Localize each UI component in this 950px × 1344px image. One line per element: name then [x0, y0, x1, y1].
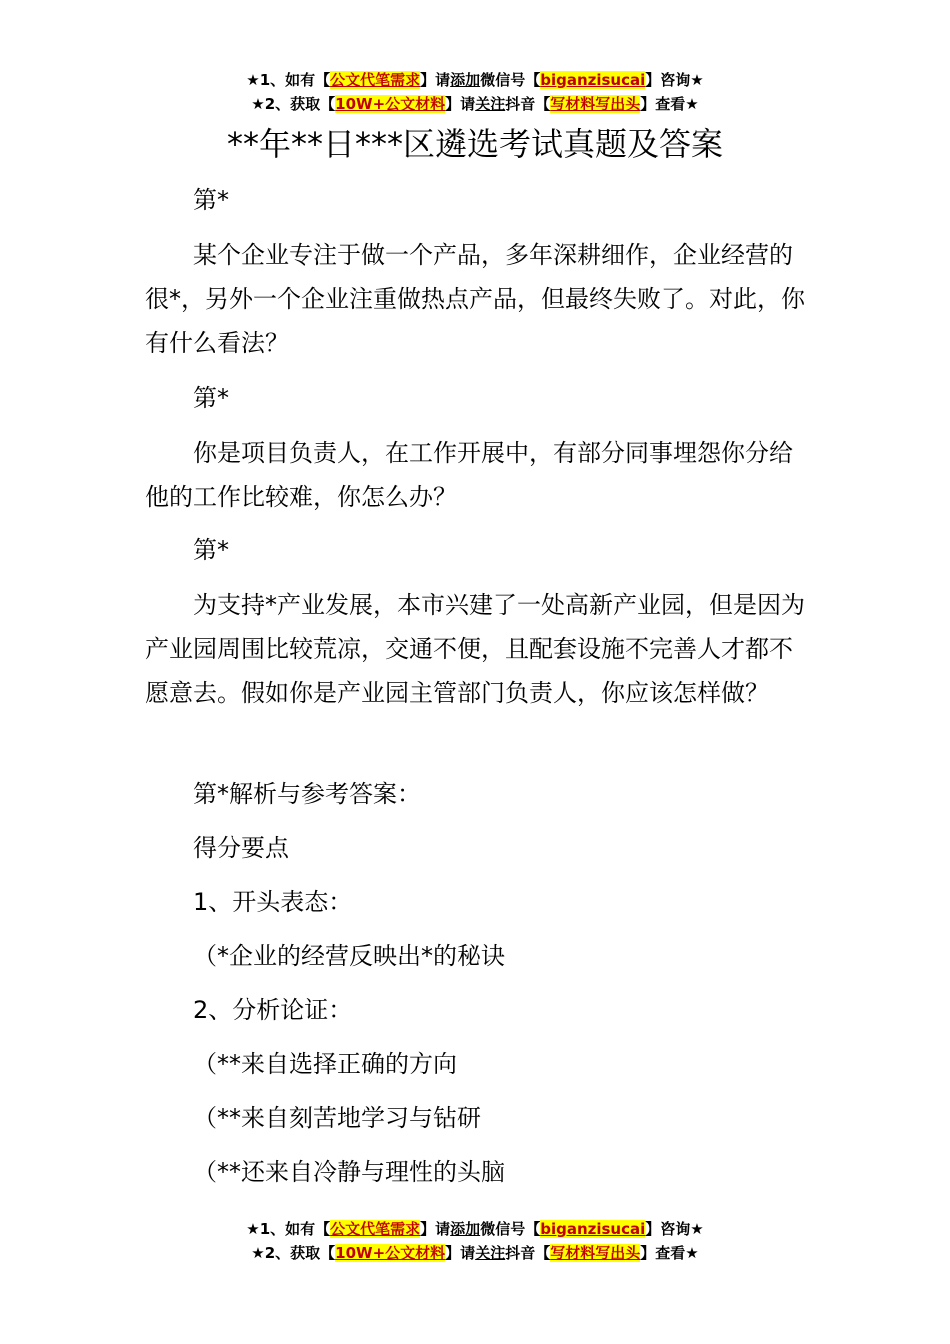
star-icon: ★ — [251, 1244, 265, 1262]
answer-heading: 第*解析与参考答案： — [193, 780, 421, 808]
star-icon: ★ — [251, 95, 265, 113]
banner-line-2: ★2、获取【10W+公文材料】请关注抖音【写材料写出头】查看★ — [251, 95, 699, 113]
header-banner — [0, 68, 950, 116]
question-heading-2: 第* — [193, 384, 229, 412]
footer-banner — [0, 1217, 950, 1265]
highlight-service: 公文代笔需求 — [330, 71, 421, 89]
banner-line-1: ★1、如有【公文代笔需求】请添加微信号【biganzisucai】咨询★ — [246, 71, 704, 89]
page-title: **年**日***区遴选考试真题及答案 — [226, 125, 723, 163]
douyin-account: 写材料写出头 — [550, 1244, 641, 1262]
wechat-id: biganzisucai — [540, 1220, 646, 1238]
star-icon: ★ — [690, 1220, 704, 1238]
section-opening: 1、开头表态： — [193, 888, 353, 916]
douyin-account: 写材料写出头 — [550, 95, 641, 113]
star-icon: ★ — [690, 71, 704, 89]
star-icon: ★ — [685, 1244, 699, 1262]
highlight-service: 公文代笔需求 — [330, 1220, 421, 1238]
question-heading-1: 第* — [193, 186, 229, 214]
list-item: （**来自刻苦地学习与钻研 — [193, 1104, 481, 1132]
question-text-3: 为支持*产业发展，本市兴建了一处高新产业园，但是因为产业园周围比较荒凉，交通不便，且配套设施不完善人才都不愿意去。假如你是产业园主管部门负责人，你应该怎样做？ — [145, 591, 805, 707]
list-item: （*企业的经营反映出*的秘诀 — [193, 942, 505, 970]
question-text-2: 你是项目负责人，在工作开展中，有部分同事埋怨你分给他的工作比较难，你怎么办？ — [145, 439, 793, 511]
question-text-1: 某个企业专注于做一个产品，多年深耕细作，企业经营的很*，另外一个企业注重做热点产品，但最终失败了。对此，你有什么看法？ — [145, 241, 805, 357]
wechat-id: biganzisucai — [540, 71, 646, 89]
star-icon: ★ — [685, 95, 699, 113]
scoring-points-label: 得分要点 — [193, 834, 289, 862]
banner-line-2: ★2、获取【10W+公文材料】请关注抖音【写材料写出头】查看★ — [251, 1244, 699, 1262]
star-icon: ★ — [246, 1220, 260, 1238]
question-heading-3: 第* — [193, 536, 229, 564]
highlight-materials: 10W+公文材料 — [335, 95, 446, 113]
star-icon: ★ — [246, 71, 260, 89]
highlight-materials: 10W+公文材料 — [335, 1244, 446, 1262]
list-item: （**还来自冷静与理性的头脑 — [193, 1158, 505, 1186]
banner-line-1: ★1、如有【公文代笔需求】请添加微信号【biganzisucai】咨询★ — [246, 1220, 704, 1238]
section-analysis: 2、分析论证： — [193, 996, 353, 1024]
list-item: （**来自选择正确的方向 — [193, 1050, 457, 1078]
